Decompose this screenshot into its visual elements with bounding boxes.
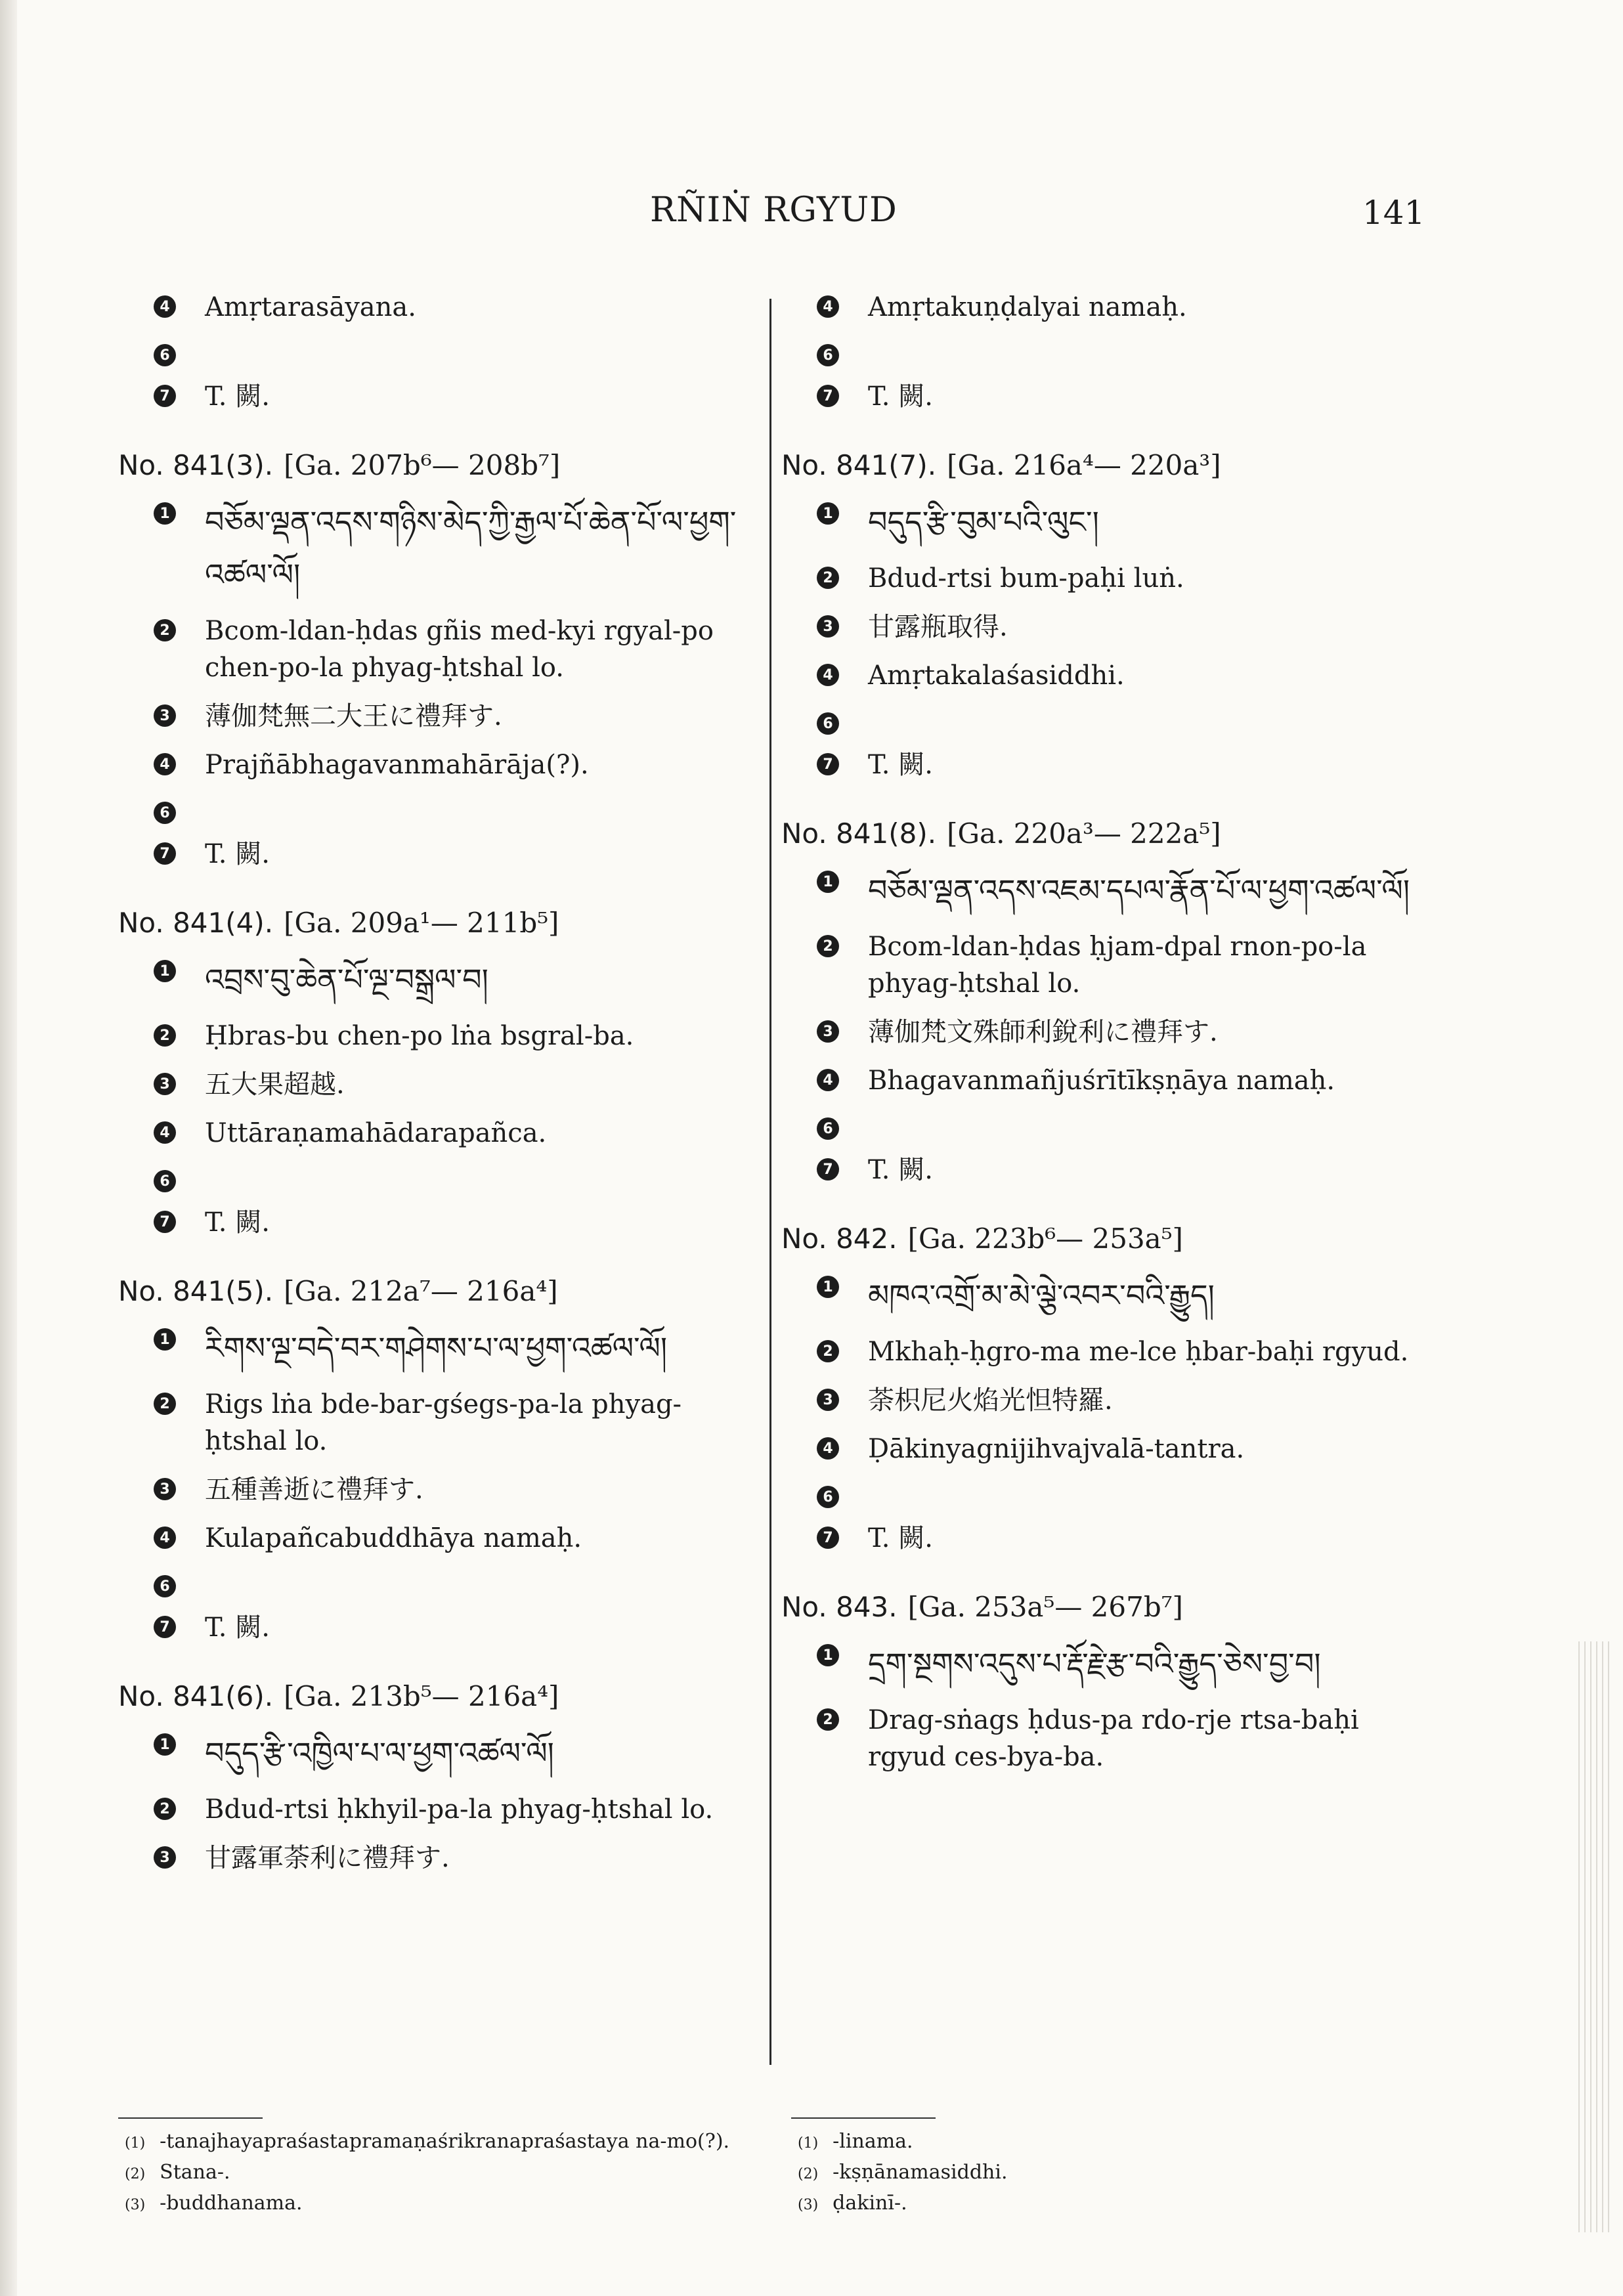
entry-spacer <box>781 1569 1412 1591</box>
japanese-translation: 薄伽梵文殊師利銳利に禮拜す. <box>868 1017 1218 1047</box>
scan-edge-left <box>0 0 17 2296</box>
field-text: Mkhaḥ-ḥgro-ma me-lce ḥbar-baḥi rgyud. <box>868 1337 1409 1367</box>
field-number-badge: 3 <box>154 1478 176 1500</box>
japanese-translation: 甘露軍荼利に禮拜す. <box>205 1843 450 1873</box>
field-text: Kulapañcabuddhāya namaḥ. <box>205 1523 582 1553</box>
folio-reference: [Ga. 216a⁴— 220a³] <box>947 449 1221 481</box>
entry-spacer <box>781 427 1412 449</box>
entry-field-row <box>781 864 1412 917</box>
entry-field-row <box>781 560 1412 597</box>
tibetan-title: བདུད་རྩི་བུམ་པའི་ལུང་། <box>868 504 1099 540</box>
entry-spacer <box>781 795 1412 817</box>
entry-heading <box>118 1680 748 1712</box>
tibetan-title: དྲག་སྔགས་འདུས་པ་རྡོ་རྗེ་རྩ་བའི་རྒྱུད་ཅེས་བྱ་བ། <box>868 1646 1321 1681</box>
tibetan-title: བཅོམ་ལྡན་འདས་གཉིས་མེད་ཀྱི་རྒྱལ་པོ་ཆེན་པོ་ལ་ཕྱག་འཚལ་ལོ། <box>205 504 737 592</box>
field-number-badge: 1 <box>817 502 839 525</box>
field-number-badge: 3 <box>817 615 839 638</box>
japanese-translation: T. 闕. <box>205 1207 270 1238</box>
entry-field-row <box>118 1727 748 1779</box>
field-text: Amṛtarasāyana. <box>205 292 416 322</box>
footnote-mark: (2) <box>125 2166 146 2182</box>
folio-reference: [Ga. 212a⁷— 216a⁴] <box>284 1275 558 1307</box>
footnote-rule-left <box>118 2117 263 2119</box>
field-text: Drag-sṅags ḥdus-pa rdo-rje rtsa-baḥi rgyud ces-bya-ba. <box>868 1705 1359 1772</box>
field-number-badge: 4 <box>817 1437 839 1460</box>
entry-field-row <box>118 1204 748 1241</box>
field-number-badge: 7 <box>154 385 176 407</box>
running-header-title: RÑIṄ RGYUD <box>650 190 898 230</box>
entry-field-row <box>118 613 748 686</box>
field-number-badge: 1 <box>154 1733 176 1756</box>
footnote-mark: (1) <box>798 2135 819 2152</box>
entry-field-row <box>118 378 748 415</box>
field-number-badge: 1 <box>154 1328 176 1351</box>
entry-heading <box>781 1591 1412 1623</box>
field-number-badge: 6 <box>817 712 839 735</box>
field-number-badge: 2 <box>817 1708 839 1731</box>
entry-field-row <box>781 747 1412 783</box>
entry-field-row <box>118 1115 748 1152</box>
field-number-badge: 7 <box>817 753 839 775</box>
footnote <box>798 2189 1415 2220</box>
column-divider <box>769 299 771 2065</box>
entry-field-row <box>781 1382 1412 1419</box>
entry-field-row <box>118 747 748 783</box>
entry-heading <box>781 449 1412 481</box>
right-column <box>781 289 1412 1787</box>
folio-reference: [Ga. 220a³— 222a⁵] <box>947 817 1221 850</box>
field-number-badge: 7 <box>817 1158 839 1180</box>
japanese-translation: 薄伽梵無二大王に禮拜す. <box>205 701 502 731</box>
japanese-translation: 五大果超越. <box>205 1070 345 1100</box>
field-number-badge: 2 <box>154 1393 176 1415</box>
field-number-badge: 4 <box>817 295 839 318</box>
field-number-badge: 6 <box>154 1575 176 1597</box>
tibetan-title: བཅོམ་ལྡན་འདས་འཇམ་དཔལ་རྣོན་པོ་ལ་ཕྱག་འཚལ་ལོ། <box>868 873 1410 908</box>
entry-heading <box>781 817 1412 850</box>
footnote <box>125 2127 742 2158</box>
field-number-badge: 4 <box>154 1527 176 1549</box>
footnotes-left <box>125 2127 742 2220</box>
footnote-mark: (3) <box>798 2197 819 2213</box>
entry-field-row <box>781 1062 1412 1099</box>
entry-field-row <box>118 1066 748 1103</box>
entry-field-row <box>781 609 1412 645</box>
field-text: Bdud-rtsi bum-paḥi luṅ. <box>868 563 1184 594</box>
entry-field-row <box>118 1386 748 1460</box>
footnote-text: Stana-. <box>160 2161 230 2184</box>
field-number-badge: 7 <box>817 1527 839 1549</box>
entry-field-row <box>781 496 1412 548</box>
field-number-badge: 4 <box>154 753 176 775</box>
field-number-badge: 4 <box>817 1069 839 1091</box>
field-number-badge: 7 <box>154 1616 176 1638</box>
footnote-mark: (1) <box>125 2135 146 2152</box>
footnote-text: -tanajhayapraśastapramaṇaśrikranapraśastaya na-mo(?). <box>160 2130 730 2153</box>
entry-spacer <box>118 884 748 907</box>
field-text: Rigs lṅa bde-bar-gśegs-pa-la phyag-ḥtshal lo. <box>205 1389 682 1456</box>
entry-field-row <box>781 1152 1412 1188</box>
field-number-badge: 4 <box>154 1121 176 1144</box>
field-number-badge: 2 <box>817 567 839 589</box>
entry-field-row <box>781 1333 1412 1370</box>
tibetan-title: མཁའ་འགྲོ་མ་མེ་ལྕེ་འབར་བའི་རྒྱུད། <box>868 1278 1215 1313</box>
footnote <box>798 2158 1415 2189</box>
entry-field-row <box>781 1431 1412 1467</box>
japanese-translation: T. 闕. <box>205 1613 270 1643</box>
folio-reference: [Ga. 223b⁶— 253a⁵] <box>907 1223 1183 1255</box>
folio-reference: [Ga. 253a⁵— 267b⁷] <box>907 1591 1183 1623</box>
japanese-translation: T. 闕. <box>868 1523 933 1553</box>
entry-field-row <box>118 496 748 601</box>
entry-field-row <box>781 706 1412 735</box>
field-number-badge: 7 <box>154 842 176 865</box>
field-number-badge: 1 <box>817 1644 839 1666</box>
entry-number: No. 843. <box>781 1591 898 1623</box>
entry-field-row <box>118 1791 748 1828</box>
entry-field-row <box>118 953 748 1006</box>
field-number-badge: 2 <box>817 935 839 957</box>
entry-number: No. 842. <box>781 1223 898 1255</box>
folio-reference: [Ga. 209a¹— 211b⁵] <box>284 907 559 939</box>
field-number-badge: 3 <box>154 1846 176 1869</box>
field-number-badge: 2 <box>154 1798 176 1820</box>
tibetan-title: བདུད་རྩི་འཁྱིལ་པ་ལ་ཕྱག་འཚལ་ལོ། <box>205 1735 554 1771</box>
left-column <box>118 289 748 1888</box>
entry-field-row <box>118 698 748 735</box>
field-text: Ḥbras-bu chen-po lṅa bsgral-ba. <box>205 1021 634 1051</box>
footnote-mark: (2) <box>798 2166 819 2182</box>
entry-heading <box>118 449 748 481</box>
footnote-text: -buddhanama. <box>160 2192 303 2215</box>
japanese-translation: T. 闕. <box>205 839 270 869</box>
field-text: Bcom-ldan-ḥdas ḥjam-dpal rnon-po-la phyag-ḥtshal lo. <box>868 932 1367 999</box>
japanese-translation: 甘露瓶取得. <box>868 612 1008 642</box>
footnote <box>798 2127 1415 2158</box>
field-number-badge: 1 <box>817 871 839 893</box>
tibetan-title: རིགས་ལྔ་བདེ་བར་གཤེགས་པ་ལ་ཕྱག་འཚལ་ལོ། <box>205 1330 668 1366</box>
footnote-text: -kṣṇānamasiddhi. <box>833 2161 1008 2184</box>
entry-spacer <box>118 427 748 449</box>
entry-field-row <box>781 1479 1412 1508</box>
field-number-badge: 7 <box>154 1211 176 1233</box>
tibetan-title: འབྲས་བུ་ཆེན་པོ་ལྔ་བསྒྲལ་བ། <box>205 962 488 997</box>
footnote-mark: (3) <box>125 2197 146 2213</box>
entry-number: No. 841(4). <box>118 907 274 939</box>
entry-number: No. 841(5). <box>118 1275 274 1307</box>
field-number-badge: 6 <box>817 1117 839 1140</box>
entry-field-row <box>781 928 1412 1002</box>
entry-number: No. 841(7). <box>781 449 937 481</box>
scan-edge-right <box>1578 1641 1611 2232</box>
field-number-badge: 1 <box>154 502 176 525</box>
entry-heading <box>781 1223 1412 1255</box>
entry-field-row <box>118 337 748 366</box>
footnote-rule-right <box>791 2117 936 2119</box>
folio-reference: [Ga. 213b⁵— 216a⁴] <box>284 1680 559 1712</box>
field-number-badge: 6 <box>154 1170 176 1192</box>
entry-field-row <box>118 1569 748 1597</box>
entry-field-row <box>781 289 1412 326</box>
field-number-badge: 2 <box>154 619 176 641</box>
field-number-badge: 2 <box>154 1024 176 1047</box>
footnote <box>125 2158 742 2189</box>
field-text: Uttāraṇamahādarapañca. <box>205 1118 547 1148</box>
entry-field-row <box>781 337 1412 366</box>
entry-field-row <box>118 836 748 873</box>
field-number-badge: 4 <box>154 295 176 318</box>
footnotes-right <box>798 2127 1415 2220</box>
entry-number: No. 841(3). <box>118 449 274 481</box>
field-number-badge: 6 <box>817 344 839 366</box>
japanese-translation: 荼枳尼火焰光怛特羅. <box>868 1385 1113 1416</box>
entry-field-row <box>781 1702 1412 1775</box>
japanese-translation: T. 闕. <box>205 381 270 412</box>
entry-heading <box>118 907 748 939</box>
entry-field-row <box>781 1269 1412 1322</box>
japanese-translation: T. 闕. <box>868 381 933 412</box>
field-text: Prajñābhagavanmahārāja(?). <box>205 750 589 780</box>
entry-field-row <box>118 1322 748 1374</box>
field-number-badge: 3 <box>817 1389 839 1411</box>
footnote <box>125 2189 742 2220</box>
japanese-translation: 五種善逝に禮拜す. <box>205 1475 423 1505</box>
entry-number: No. 841(8). <box>781 817 937 850</box>
field-number-badge: 1 <box>817 1276 839 1298</box>
entry-field-row <box>781 1014 1412 1051</box>
field-text: Bhagavanmañjuśrītīkṣṇāya namaḥ. <box>868 1066 1335 1096</box>
entry-spacer <box>118 1253 748 1275</box>
entry-field-row <box>118 1840 748 1876</box>
entry-field-row <box>781 1111 1412 1140</box>
entry-field-row <box>118 795 748 824</box>
field-number-badge: 6 <box>154 802 176 824</box>
entry-field-row <box>118 1018 748 1054</box>
field-number-badge: 3 <box>154 1073 176 1095</box>
entry-heading <box>118 1275 748 1307</box>
field-text: Ḍākinyagnijihvajvalā-tantra. <box>868 1434 1245 1464</box>
page-number: 141 <box>1362 194 1425 232</box>
footnote-text: ḍakinī-. <box>833 2192 907 2215</box>
field-number-badge: 6 <box>817 1486 839 1508</box>
japanese-translation: T. 闕. <box>868 750 933 780</box>
entry-field-row <box>118 289 748 326</box>
entry-spacer <box>118 1658 748 1680</box>
field-number-badge: 2 <box>817 1340 839 1362</box>
field-number-badge: 4 <box>817 664 839 686</box>
field-number-badge: 6 <box>154 344 176 366</box>
entry-field-row <box>118 1609 748 1646</box>
field-number-badge: 1 <box>154 960 176 982</box>
entry-field-row <box>118 1163 748 1192</box>
field-text: Bdud-rtsi ḥkhyil-pa-la phyag-ḥtshal lo. <box>205 1794 714 1825</box>
entry-field-row <box>781 657 1412 694</box>
field-text: Amṛtakuṇḍalyai namaḥ. <box>868 292 1187 322</box>
field-number-badge: 3 <box>817 1020 839 1043</box>
entry-field-row <box>118 1520 748 1557</box>
entry-field-row <box>118 1471 748 1508</box>
field-text: Bcom-ldan-ḥdas gñis med-kyi rgyal-po chen-po-la phyag-ḥtshal lo. <box>205 616 714 683</box>
field-number-badge: 3 <box>154 704 176 727</box>
japanese-translation: T. 闕. <box>868 1155 933 1185</box>
entry-field-row <box>781 378 1412 415</box>
field-text: Amṛtakalaśasiddhi. <box>868 661 1125 691</box>
entry-spacer <box>781 1200 1412 1223</box>
field-number-badge: 7 <box>817 385 839 407</box>
entry-field-row <box>781 1637 1412 1690</box>
folio-reference: [Ga. 207b⁶— 208b⁷] <box>284 449 561 481</box>
footnote-text: -linama. <box>833 2130 913 2153</box>
entry-number: No. 841(6). <box>118 1680 274 1712</box>
entry-field-row <box>781 1520 1412 1557</box>
